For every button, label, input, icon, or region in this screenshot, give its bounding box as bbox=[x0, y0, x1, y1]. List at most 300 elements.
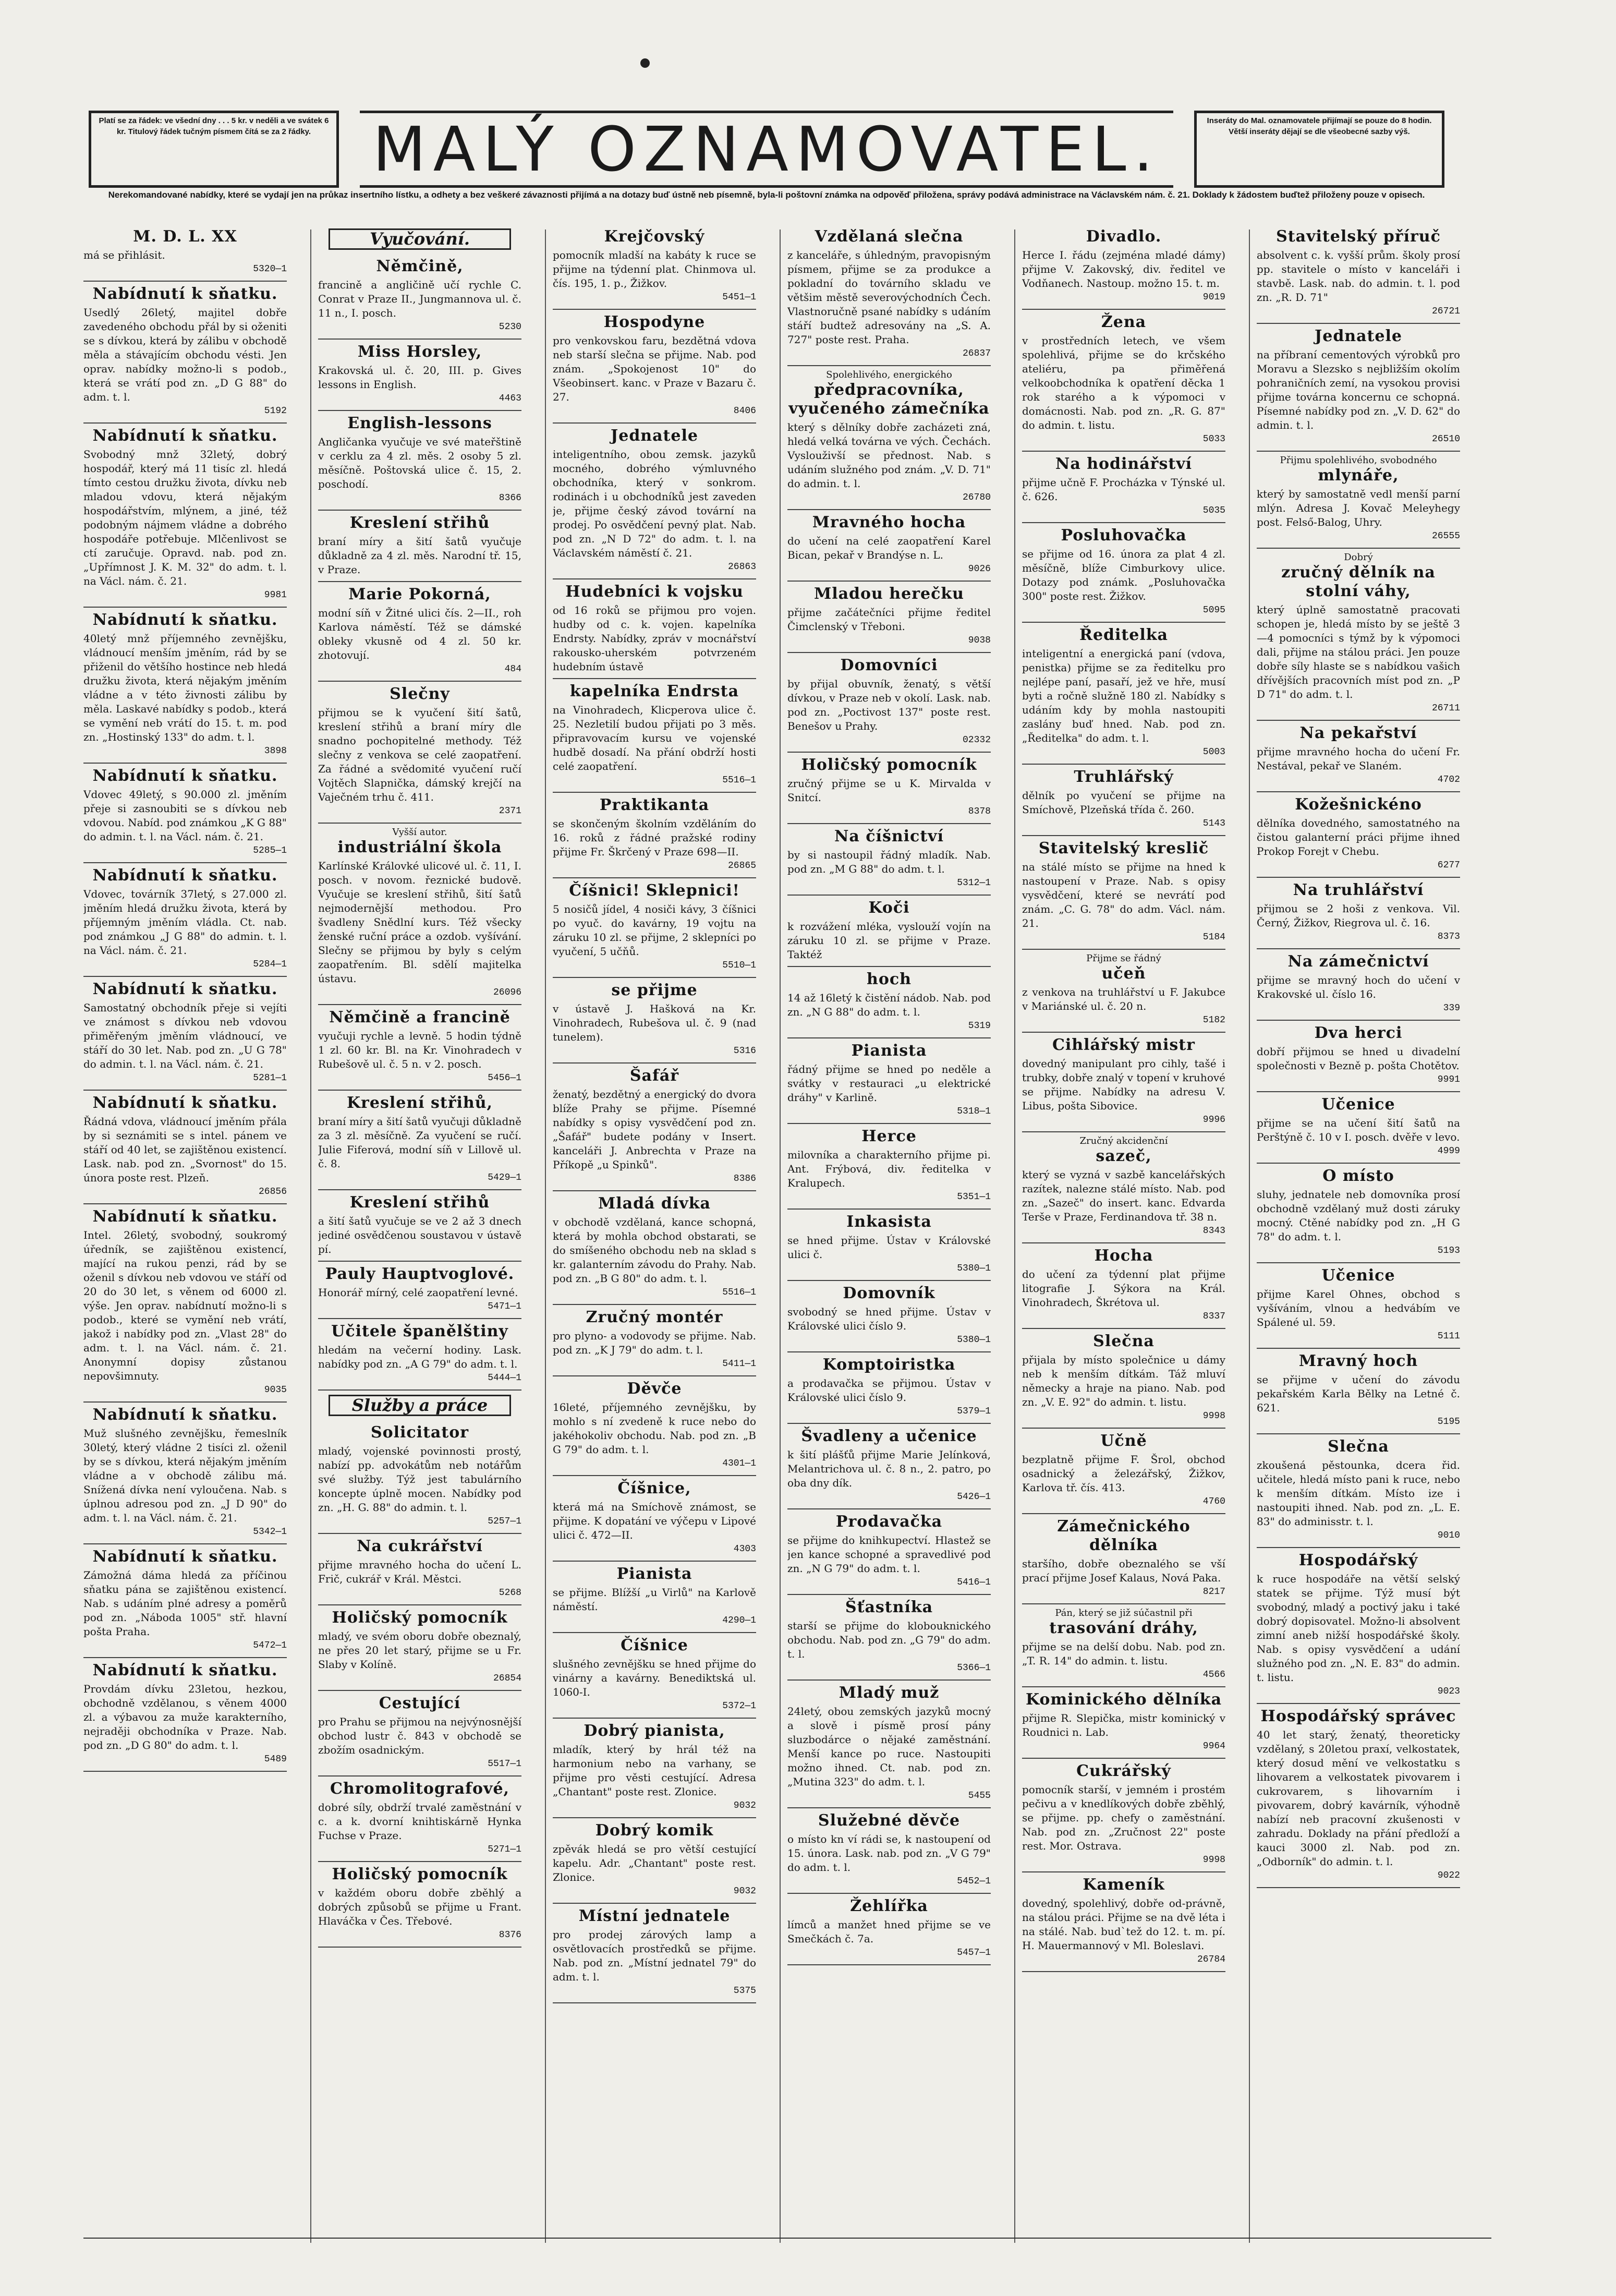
price-box: Platí se za řádek: ve všední dny . . . 5 kr. v neděli a ve svátek 6 kr. Titulový řádek tučným písmem čítá se za 2 řádky. bbox=[89, 111, 339, 188]
classified-ad bbox=[787, 1424, 991, 1509]
ad-reference-number: 5193 bbox=[1437, 1246, 1460, 1256]
insertion-box: Inseráty do Mal. oznamovatele přijímají se pouze do 8 hodin. Větší inseráty dějají se dle všeobecné sazby výš. bbox=[1194, 111, 1444, 188]
ad-heading: Nabídnutí k sňatku. bbox=[92, 1548, 278, 1566]
ad-heading: Hocha bbox=[1094, 1247, 1153, 1265]
ad-reference-number: 5320—1 bbox=[253, 264, 287, 274]
ad-reference-number: 5456—1 bbox=[488, 1073, 521, 1083]
classified-ad bbox=[553, 978, 756, 1064]
ad-body: 16leté, příjemného zevnějšku, by mohlo s ní zvedeně k ruce nebo do jakéhokoliv obchodu. Nab. pod zn. „B G 79" do adm. t. l. bbox=[553, 1401, 756, 1456]
ad-reference-number: 5411—1 bbox=[722, 1359, 756, 1369]
ad-body: se přijme od 16. února za plat 4 zl. měsíčně, blíže Cimburkovy ulice. Dotazy pod známk. „Posluhovačka 300" poste rest. Žižkov. bbox=[1022, 548, 1225, 602]
classified-ad bbox=[787, 1281, 991, 1352]
ad-heading: Stavitelský příruč bbox=[1276, 227, 1441, 246]
ad-heading: Učenice bbox=[1321, 1266, 1395, 1285]
ad-heading: Dobrý komik bbox=[595, 1821, 714, 1840]
ad-heading: Inkasista bbox=[846, 1213, 932, 1231]
classified-ad bbox=[1022, 1243, 1225, 1329]
ad-body: řádný přijme se hned po neděle a svátky v restauraci „u elektrické dráhy" v Karlině. bbox=[787, 1063, 991, 1104]
ad-body: slušného zevnějšku se hned přijme do vinárny a kavárny. Benediktská ul. 1060-I. bbox=[553, 1658, 756, 1698]
classified-ad bbox=[787, 1509, 991, 1595]
classified-ad bbox=[1022, 623, 1225, 765]
ad-heading: Mladá dívka bbox=[598, 1194, 711, 1213]
ad-reference-number: 5003 bbox=[1202, 747, 1225, 757]
ad-heading: Cihlářský mistr bbox=[1052, 1036, 1195, 1054]
ad-reference-number: 9981 bbox=[264, 590, 287, 600]
ad-reference-number: 9022 bbox=[1437, 1870, 1460, 1881]
ad-heading: Kameník bbox=[1083, 1876, 1165, 1894]
ad-heading: Učitele španělštiny bbox=[331, 1322, 508, 1340]
ad-reference-number: 5111 bbox=[1437, 1331, 1460, 1342]
classified-ad bbox=[1022, 1132, 1225, 1243]
classified-ad bbox=[83, 1091, 287, 1204]
ad-reference-number: 9019 bbox=[1202, 292, 1225, 303]
ad-reference-number: 5455 bbox=[968, 1791, 991, 1801]
ad-body: bezplatně přijme F. Šrol, obchod osadnický a železářský, Žižkov, Karlova tř. čís. 413. bbox=[1022, 1453, 1225, 1494]
classified-ad bbox=[318, 411, 521, 511]
ad-reference-number: 5318—1 bbox=[957, 1106, 991, 1117]
classified-ad bbox=[83, 282, 287, 424]
ad-heading: Stavitelský kreslič bbox=[1038, 839, 1209, 857]
ad-reference-number: 5516—1 bbox=[722, 1287, 756, 1298]
bottom-rule bbox=[83, 2238, 1491, 2239]
ad-body: zkoušená pěstounka, dcera řid. učitele, hledá místo pani k ruce, nebo k menším dítkám. Místo ize i nastoupiti ihned. Nab. pod zn. „L. E. 83" do adminisstr. t. l. bbox=[1257, 1459, 1460, 1528]
ad-heading: Nabídnutí k sňatku. bbox=[92, 427, 278, 445]
ad-body: přijme R. Slepička, mistr kominický v Roudnici n. Lab. bbox=[1022, 1712, 1225, 1738]
column-rule bbox=[545, 229, 546, 2243]
ad-body: přijme začátečníci přijme ředitel Čimclenský v Třeboni. bbox=[787, 606, 991, 633]
ad-reference-number: 9998 bbox=[1202, 1855, 1225, 1865]
ad-heading: Divadlo. bbox=[1086, 227, 1162, 246]
classified-ad bbox=[1257, 1349, 1460, 1434]
ad-body: inteligentní a energická paní (vdova, penistka) přijme se za ředitelku pro nejlépe paní, pasaří, jež ve hře, musí byti a ročně služně 180 zl. Nabídky s udáním kdy by mohla nastoupiti zaslány buď hned. Nab. pod zn. „Ředitelka" do adm. t. l. bbox=[1022, 647, 1225, 744]
ad-heading: Nabídnutí k sňatku. bbox=[92, 1207, 278, 1226]
classified-ad bbox=[787, 1894, 991, 1965]
classified-ad bbox=[318, 1091, 521, 1190]
ad-subheading: Přijme se řádný bbox=[1086, 953, 1161, 964]
classified-ad bbox=[1022, 452, 1225, 523]
ad-heading: Kreslení střihů bbox=[349, 514, 490, 532]
ad-body: 40letý mnž příjemného zevnějšku, vládnoucí menším jměním, rád by se přiženil do většího hostince neb hledá družku života, která nějakým jměním vládne a v této živnosti zálibu by měla. Laskavé nabídky s podob., která se vymění neb vrátí do 15. t. m. pod zn. „Hostinský 133" do adm. t. l. bbox=[83, 632, 287, 743]
ad-heading: Ředitelka bbox=[1079, 626, 1168, 644]
classified-ad bbox=[787, 653, 991, 753]
column-3 bbox=[553, 224, 756, 2243]
ad-heading: Solicitator bbox=[370, 1423, 469, 1442]
ad-heading: Místní jednatele bbox=[578, 1907, 731, 1925]
ad-heading: Zámečnického dělníka bbox=[1057, 1517, 1190, 1554]
ad-body: Intel. 26letý, svobodný, soukromý úředník, se zajištěnou existencí, mající na rukou penzi, rád by se oženil s dívkou neb vdovou ve stáří od 20 do 30 let, s věnem od 6000 zl. výše. Jen oprav. nabídnutí možno-li s podob., které se vymění neb vrátí, jakož i nabídky pod zn. „Vlast 28" do adm. t. l. na Václ. nám. č. 21. Anonymní dopisy zůstanou nepovšimnuty. bbox=[83, 1229, 287, 1382]
ad-reference-number: 4566 bbox=[1202, 1670, 1225, 1680]
ad-heading: Hospodářský bbox=[1298, 1551, 1418, 1569]
ad-body: Provdám dívku 23letou, hezkou, obchodně vzdělanou, s věnem 4000 zl. a výbavou za muže karakterního, nejraději obchodníka v Praze. Nab. pod zn. „D G 80" do adm. t. l. bbox=[83, 1683, 287, 1751]
ad-reference-number: 8406 bbox=[733, 406, 756, 416]
classified-ad bbox=[1257, 792, 1460, 878]
page-dot bbox=[640, 58, 650, 68]
classified-ad bbox=[83, 1204, 287, 1403]
ad-reference-number: 26863 bbox=[727, 562, 756, 572]
ad-body: mladý, vojenské povinnosti prostý, nabízí pp. advokátům neb notářům své služby. Týž jest tabulárního koncepte úplně mocen. Nabídky pod zn. „H. G. 88" do admin. t. l. bbox=[318, 1445, 521, 1514]
classified-ad bbox=[787, 510, 991, 582]
ad-reference-number: 5182 bbox=[1202, 1015, 1225, 1025]
ad-heading: Nabídnutí k sňatku. bbox=[92, 1661, 278, 1679]
ad-reference-number: 6277 bbox=[1437, 860, 1460, 871]
classified-ad bbox=[1257, 452, 1460, 549]
classified-ad bbox=[1257, 878, 1460, 949]
column-4 bbox=[787, 224, 991, 2243]
column-rule bbox=[1014, 229, 1015, 2243]
ad-heading: Na truhlářství bbox=[1293, 881, 1424, 899]
ad-heading: Pianista bbox=[851, 1042, 927, 1060]
ad-reference-number: 5285—1 bbox=[253, 845, 287, 856]
ad-body: Herce I. řádu (zejména mladé dámy) přijme V. Zakovský, div. ředitel ve Vodňanech. Nastoup. možno 15. t. m. bbox=[1022, 249, 1225, 289]
ad-heading: Nabídnutí k sňatku. bbox=[92, 1406, 278, 1424]
classified-ad bbox=[1257, 1704, 1460, 1888]
ad-reference-number: 9010 bbox=[1437, 1530, 1460, 1541]
ad-reference-number: 5517—1 bbox=[488, 1759, 521, 1769]
ad-body: pomocník mladší na kabáty k ruce se přijme na týdenní plat. Chinmova ul. čís. 195, 1. p., Žižkov. bbox=[553, 249, 756, 289]
ad-body: z venkova na truhlářství u F. Jakubce v Mariánské ul. č. 20 n. bbox=[1022, 986, 1225, 1012]
classified-ad bbox=[1022, 1033, 1225, 1132]
ad-reference-number: 5195 bbox=[1437, 1417, 1460, 1427]
ad-body: Vdovec 49letý, s 90.000 zl. jměním přeje si zasnoubiti se s dívkou neb vdovou. Nabíd. pod známkou „K G 88" do admin. t. l. na Václ. nám. č. 21. bbox=[83, 788, 287, 843]
ad-reference-number: 26854 bbox=[493, 1673, 521, 1684]
ad-heading: Domovník bbox=[843, 1284, 935, 1302]
ad-body: vyučuji rychle a levně. 5 hodin týdně 1 zl. 60 kr. Bl. na Kr. Vinohradech v Rubešově ul. č. 5 n. v 2. posch. bbox=[318, 1030, 521, 1070]
classified-ad bbox=[1257, 1263, 1460, 1349]
ad-heading: Slečny bbox=[390, 685, 450, 703]
classified-ad bbox=[553, 310, 756, 424]
ad-body: který úplně samostatně pracovati schopen je, hledá místo by se ještě 3—4 pomocníci s týmž by k výpomoci dali, přijme na stálou práci. Jen pouze dobře síly hlaste se s nabídkou vašich dřívějších pracovních míst pod zn. „P D 71" do adm. t. l. bbox=[1257, 603, 1460, 700]
ad-body: k šití plášťů přijme Marie Jelínková, Melantrichova ul. č. 8 n., 2. patro, po oba dny dík. bbox=[787, 1448, 991, 1489]
ad-heading: Koči bbox=[868, 899, 910, 917]
ad-reference-number: 8217 bbox=[1202, 1587, 1225, 1597]
ad-heading: Holičský pomocník bbox=[801, 756, 977, 774]
ad-body: Vdovec, továrník 37letý, s 27.000 zl. jměním hledá družku života, která by příjemným jměním vládla. Ct. nab. pod známkou „J G 88" do admin. t. l. na Václ. nám. č. 21. bbox=[83, 888, 287, 957]
classified-ad bbox=[1022, 1329, 1225, 1429]
ad-reference-number: 9026 bbox=[968, 564, 991, 574]
ad-heading: Švadleny a učenice bbox=[801, 1427, 977, 1445]
classified-ad bbox=[553, 1719, 756, 1818]
title-frame bbox=[360, 111, 1173, 188]
ad-reference-number: 9991 bbox=[1437, 1074, 1460, 1085]
classified-ad bbox=[1022, 950, 1225, 1033]
ad-heading: Služebné děvče bbox=[818, 1811, 961, 1830]
ad-heading: Němčině a francině bbox=[329, 1008, 511, 1026]
classified-ad bbox=[787, 582, 991, 653]
column-5 bbox=[1022, 224, 1225, 2243]
ad-body: od 16 roků se přijmou pro vojen. hudby od c. k. vojen. kapelníka Endrsty. Nabídky, zpráv v mocnářství rakousko-uherském potvrzeném hudebním ústavě bbox=[553, 604, 756, 673]
ad-reference-number: 5035 bbox=[1202, 505, 1225, 516]
ad-heading: předpracovníka, vyučeného zámečníka bbox=[788, 381, 990, 418]
ad-reference-number: 5426—1 bbox=[957, 1492, 991, 1502]
classified-ad bbox=[83, 424, 287, 608]
ad-body: dovedný manipulant pro cihly, tašé i trubky, dobře znalý v topení v kruhové se přijme. Nabídky na adresu V. Libus, pošta Sibovice. bbox=[1022, 1057, 1225, 1112]
ad-body: Krakovská ul. č. 20, III. p. Gives lessons in English. bbox=[318, 364, 521, 391]
ad-reference-number: 9023 bbox=[1437, 1686, 1460, 1697]
ad-heading: zručný dělník na stolní váhy, bbox=[1281, 563, 1436, 600]
ad-reference-number: 5366—1 bbox=[957, 1663, 991, 1673]
classified-ad bbox=[1022, 836, 1225, 950]
classified-ad bbox=[553, 1064, 756, 1191]
ad-heading: Holičský pomocník bbox=[332, 1609, 508, 1627]
ad-body: Svobodný mnž 32letý, dobrý hospodář, který má 11 tisíc zl. hledá tímto cestou družku života, dívku neb mladou vdovu, která nějakým hospodářstvím, mlýnem, a jiné, též podobným nájmem vládne a dobrého hospodáře potřebuje. Mlčenlivost se ctí zaručuje. Opravd. nab. pod zn. „Upřímnost J. K. M. 32" do adm. t. l. na Václ. nám. č. 21. bbox=[83, 448, 287, 587]
ad-reference-number: 8386 bbox=[733, 1174, 756, 1184]
ad-body: braní míry a šití šatů vyučuje důkladně za 4 zl. měs. Narodní tř. 15, v Praze. bbox=[318, 535, 521, 576]
ad-body: se přijme. Blížší „u Virlů" na Karlově náměstí. bbox=[553, 1586, 756, 1613]
ad-heading: Šafář bbox=[629, 1067, 679, 1085]
ad-body: k rozvážení mléka, vyslouží vojín na záruku 10 zl. se přijme v Praze. Taktéž bbox=[787, 920, 991, 961]
ad-body: hledám na večerní hodiny. Lask. nabídky pod zn. „A G 79" do adm. t. l. bbox=[318, 1344, 521, 1370]
classified-ad bbox=[318, 511, 521, 582]
ad-body: přijmou se k vyučení šití šatů, kreslení střihů a braní míry dle snadno pochopitelné methody. Též slečny z venkova se celé zaopatření. Za řádné a svědomité vyučení ručí Vojtěch Slapnička, dámský krejčí na Vaječném trhu č. 411. bbox=[318, 706, 521, 803]
ad-reference-number: 2371 bbox=[499, 806, 521, 816]
ad-heading: hoch bbox=[867, 970, 912, 988]
ad-body: pro prodej zárových lamp a osvětlovacích prostředků se přijme. Nab. pod zn. „Místní jednatel 79" do adm. t. l. bbox=[553, 1928, 756, 1983]
classified-ad bbox=[787, 967, 991, 1038]
classified-ad bbox=[787, 366, 991, 510]
classified-ad bbox=[787, 896, 991, 967]
page-title: MALÝ OZNAMOVATEL. bbox=[372, 113, 1161, 185]
ad-body: zpěvák hledá se pro větší cestující kapelu. Adr. „Chantant" poste rest. Zlonice. bbox=[553, 1843, 756, 1883]
ad-heading: Žena bbox=[1101, 313, 1147, 331]
classified-ad bbox=[83, 224, 287, 282]
classified-ad bbox=[787, 1124, 991, 1210]
ad-body: a prodavačka se přijmou. Ústav v Královské ulici číslo 9. bbox=[787, 1377, 991, 1404]
ad-heading: Krejčovský bbox=[604, 227, 705, 246]
ad-body: o místo kn ví rádi se, k nastoupení od 15. února. Lask. nab. pod zn. „V G 79" do adm. t. l. bbox=[787, 1833, 991, 1874]
classified-ad bbox=[83, 1403, 287, 1544]
ad-heading: Miss Horsley, bbox=[357, 343, 482, 361]
ad-heading: Jednatele bbox=[611, 427, 698, 445]
ad-reference-number: 5510—1 bbox=[722, 960, 756, 971]
classified-ad bbox=[1257, 549, 1460, 721]
ad-heading: Posluhovačka bbox=[1061, 526, 1187, 545]
ad-heading: Na hodinářství bbox=[1055, 455, 1193, 473]
classified-ad bbox=[553, 579, 756, 679]
ad-heading: Nabídnutí k sňatku. bbox=[92, 1094, 278, 1112]
ad-body: přijala by místo společnice u dámy neb k menším dítkám. Táž mluví německy a hraje na piano. Nab. pod zn. „V. E. 92" do admin. t. listu. bbox=[1022, 1354, 1225, 1408]
ad-reference-number: 5312—1 bbox=[957, 878, 991, 888]
ad-reference-number: 5268 bbox=[499, 1588, 521, 1598]
ad-reference-number: 3898 bbox=[264, 746, 287, 756]
ad-heading: Mladý muž bbox=[839, 1684, 940, 1702]
ad-reference-number: 5230 bbox=[499, 322, 521, 332]
ad-heading: Hudebníci k vojsku bbox=[565, 583, 744, 601]
ad-reference-number: 9998 bbox=[1202, 1411, 1225, 1421]
classified-ad bbox=[1257, 1021, 1460, 1092]
classified-ad bbox=[553, 1305, 756, 1376]
classified-ad bbox=[787, 1808, 991, 1894]
ad-heading: Mladou herečku bbox=[814, 585, 964, 603]
classified-ad bbox=[318, 1319, 521, 1391]
ad-body: inteligentního, obou zemsk. jazyků mocného, dobrého výmluvného obchodníka, který v sonkrom. rodinách i u obchodníků jest zaveden je, přijme český závod tovární na prodej. Po osvědčení pevný plat. Nab. pod zn. „N D 72" do adm. t. l. na Václavském náměstí č. 21. bbox=[553, 448, 756, 559]
ad-body: by přijal obuvník, ženatý, s větší dívkou, v Praze neb v okolí. Lask. nab. pod zn. „Poctivost 137" poste rest. Benešov u Prahy. bbox=[787, 678, 991, 732]
classified-ad bbox=[787, 753, 991, 824]
classified-ad bbox=[553, 424, 756, 579]
ad-heading: Hospodyne bbox=[603, 313, 706, 331]
ad-reference-number: 5489 bbox=[264, 1754, 287, 1765]
ad-body: a šití šatů vyučuje se ve 2 až 3 dnech jediné osvědčenou soustavou v ústavě pí. bbox=[318, 1215, 521, 1255]
ad-reference-number: 26096 bbox=[493, 987, 521, 998]
ad-subheading: Dobrý bbox=[1344, 552, 1373, 563]
ad-body: braní míry a šití šatů vyučuji důkladně za 3 zl. měsíčně. Za vyučení se ručí. Julie Fiferová, modní síň v Lillově ul. č. 8. bbox=[318, 1115, 521, 1170]
classified-ad bbox=[1022, 1429, 1225, 1514]
ad-reference-number: 5379—1 bbox=[957, 1406, 991, 1417]
ad-body: na stálé místo se přijme na hned k nastoupení v Praze. Nab. s opisy vysvědčení, které se nevrátí pod znám. „C. G. 78" do adm. Václ. nám. 21. bbox=[1022, 861, 1225, 929]
ad-reference-number: 5416—1 bbox=[957, 1577, 991, 1588]
ad-body: do učení za týdenní plat přijme litografie J. Sýkora na Král. Vinohradech, Škrétova ul. bbox=[1022, 1268, 1225, 1309]
classified-ad bbox=[553, 1476, 756, 1562]
ad-body: modní síň v Žitné ulici čís. 2—II., roh Karlova náměstí. Též se dámské obleky vkusně od 4 zl. 50 kr. zhotovují. bbox=[318, 607, 521, 661]
ad-reference-number: 4760 bbox=[1202, 1496, 1225, 1507]
ad-body: 40 let starý, ženatý, theoreticky vzdělaný, s 20letou praxí, velkostatek, který dosud mění ve velkostatku s lihovarem a velkostatek pivovarem i cukrovarem, s lihovarním i pivovarem, dobrý kavárník, výhodně nabízí neb pracovní zkušenosti v zahradu. Doklady na přání předloží a kauci 3000 zl. Nab. pod zn. „Odborník" do admin. t. l. bbox=[1257, 1729, 1460, 1868]
ad-heading: Jednatele bbox=[1315, 327, 1402, 345]
ad-body: zručný přijme se u K. Mirvalda v Snitcí. bbox=[787, 777, 991, 804]
classified-ad bbox=[1257, 1164, 1460, 1263]
classified-ad bbox=[83, 1544, 287, 1658]
ad-reference-number: 5281—1 bbox=[253, 1073, 287, 1083]
ad-reference-number: 5319 bbox=[968, 1021, 991, 1031]
classified-ad bbox=[787, 1038, 991, 1124]
ad-body: v obchodě vzdělaná, kance schopná, která by mohla obchod obstarati, se do smíšeného obchodu neb na sklad s kr. galanterním závodu do Prahy. Nab. pod zn. „B G 80" do adm. t. l. bbox=[553, 1216, 756, 1285]
ad-body: milovníka a charakterního přijme pi. Ant. Frýbová, div. ředitelka v Kralupech. bbox=[787, 1149, 991, 1189]
ad-heading: Komptoiristka bbox=[822, 1356, 956, 1374]
ad-heading: Na pekařství bbox=[1299, 724, 1417, 742]
ad-reference-number: 5429—1 bbox=[488, 1173, 521, 1183]
ad-reference-number: 5516—1 bbox=[722, 775, 756, 786]
ad-heading: Na číšnictví bbox=[834, 827, 944, 845]
ad-reference-number: 5316 bbox=[733, 1046, 756, 1056]
classified-ad bbox=[318, 824, 521, 1005]
ad-reference-number: 4463 bbox=[499, 393, 521, 404]
ad-reference-number: 8373 bbox=[1437, 932, 1460, 942]
classified-ad bbox=[318, 1691, 521, 1777]
ad-reference-number: 5257—1 bbox=[488, 1516, 521, 1527]
ad-body: do učení na celé zaopatření Karel Bican, pekař v Brandýse n. L. bbox=[787, 535, 991, 561]
ad-reference-number: 9035 bbox=[264, 1385, 287, 1395]
ad-body: starší se přijme do klobouknického obchodu. Nab. pod zn. „G 79" do adm. t. l. bbox=[787, 1620, 991, 1660]
ad-body: francině a angličině učí rychle C. Conrat v Praze II., Jungmannova ul. č. 11 n., I. posch. bbox=[318, 279, 521, 319]
ad-reference-number: 5444—1 bbox=[488, 1373, 521, 1383]
ad-heading: Nabídnutí k sňatku. bbox=[92, 980, 278, 998]
ad-reference-number: 5342—1 bbox=[253, 1527, 287, 1537]
classified-ad bbox=[318, 1605, 521, 1691]
ad-body: Zámožná dáma hledá za příčinou sňatku pána se zajištěnou existencí. Nab. s udáním plné adresy a poměrů pod zn. „Náboda 1005" stř. hlavní pošta Praha. bbox=[83, 1569, 287, 1638]
classified-ad bbox=[83, 863, 287, 977]
ad-heading: O místo bbox=[1322, 1167, 1394, 1185]
ad-reference-number: 8343 bbox=[1202, 1226, 1225, 1236]
ad-body: přijme se na učení šití šatů na Perštýně č. 10 v I. posch. dvěře v levo. bbox=[1257, 1117, 1460, 1143]
ad-heading: English-lessons bbox=[347, 414, 492, 432]
ad-heading: Kreslení střihů, bbox=[346, 1094, 493, 1112]
classified-ad bbox=[787, 1681, 991, 1808]
ad-heading: Pianista bbox=[616, 1565, 692, 1583]
classified-ad bbox=[1022, 224, 1225, 310]
ad-body: límců a manžet hned přijme se ve Smečkách č. 7a. bbox=[787, 1918, 991, 1945]
ad-heading: Číšnici! Sklepnici! bbox=[569, 881, 740, 900]
ad-body: svobodný se hned přijme. Ústav v Královské ulici číslo 9. bbox=[787, 1306, 991, 1332]
ad-reference-number: 26784 bbox=[1197, 1954, 1225, 1965]
ad-body: Honorář mírný, celé zaopatření levné. bbox=[318, 1286, 518, 1299]
ad-body: Usedlý 26letý, majitel dobře zavedeného obchodu přál by si oženiti se s dívkou, která by zálibu v obchodě měla a stávajícím obchodu vésti. Jen oprav. nabídky možno-li s podob., která se vrátí pod zn. „D G 88" do adm. t. l. bbox=[83, 306, 287, 403]
ad-heading: učeň bbox=[1101, 964, 1146, 983]
classified-ad bbox=[787, 224, 991, 366]
ad-reference-number: 5271—1 bbox=[488, 1844, 521, 1855]
classified-ad bbox=[1022, 1872, 1225, 1972]
ad-heading: Mravného hocha bbox=[812, 513, 966, 531]
classified-ad bbox=[553, 1376, 756, 1476]
ad-body: Karlínské Královké ulicové ul. č. 11, I. posch. v novom. řeznické budově. Vyučuje se kreslení střihů, šití šatů nejmodernější methodou. Pro švadleny Snědlní kurs. Též všecky ženské ruční práce a ozdob. vyšívání. Slečny se přijmou by byly s celým zaopatřením. Bl. sdělí majitelka ústavu. bbox=[318, 860, 521, 985]
ad-reference-number: 5095 bbox=[1202, 605, 1225, 615]
ad-body: přijme učně F. Procházka v Týnské ul. č. 626. bbox=[1022, 476, 1225, 503]
ad-heading: Chromolitografové, bbox=[330, 1780, 509, 1798]
ad-heading: Slečna bbox=[1093, 1332, 1155, 1350]
ad-body: Řádná vdova, vládnoucí jměním přála by si seznámiti se s intel. pánem ve stáří od 40 let, se zajištěnou existencí. Lask. nab. pod zn. „Svornost" do 15. února poste rest. Plzeň. bbox=[83, 1115, 287, 1184]
ad-body: přijmou se 2 hoši z venkova. Vil. Černý, Žižkov, Riegrova ul. č. 16. bbox=[1257, 902, 1460, 929]
ad-body: pomocník starší, v jemném i prostém pečivu a v knedlíkových dobře zběhlý, se přijme. pp. chefy o zaměstnání. Nab. pod zn. „Zručnost 22" poste rest. Mor. Ostrava. bbox=[1022, 1783, 1225, 1852]
ad-body: přijme se mravný hoch do učení v Krakovské ul. číslo 16. bbox=[1257, 974, 1460, 1000]
classified-ad bbox=[1022, 765, 1225, 836]
ad-body: 24letý, obou zemských jazyků mocný a slově i písmě prosí pány sluzbodárce o nějaké zaměstnání. Menší kance po ruce. Nastoupiti možno ihned. Ct. nab. pod zn. „Mutina 323" do adm. t. l. bbox=[787, 1705, 991, 1788]
ad-body: dovedný, spolehlivý, dobře od-právně, na stálou práci. Přijme se na dvě léta i na stálé. Nab. bud`tež do 12. t. m. pí. H. Mauermannový v Ml. Boleslavi. bbox=[1022, 1897, 1225, 1952]
ad-reference-number: 8378 bbox=[968, 806, 991, 817]
ad-heading: Kožešnickéno bbox=[1295, 795, 1422, 814]
classified-ad bbox=[83, 977, 287, 1091]
ad-reference-number: 5472—1 bbox=[253, 1640, 287, 1651]
ad-body: sluhy, jednatele neb domovníka prosí obchodně vzdělaný muž dosti záruky mocný. Ctěné nabídky pod zn. „H G 78" do adm. t. l. bbox=[1257, 1188, 1460, 1243]
ad-heading: Prodavačka bbox=[835, 1513, 943, 1531]
classified-ad bbox=[1257, 324, 1460, 452]
ad-heading: industriální škola bbox=[337, 838, 502, 856]
ad-reference-number: 26510 bbox=[1431, 434, 1460, 444]
ad-subheading: Přijmu spolehlivého, svobodného bbox=[1280, 455, 1437, 466]
classified-ad bbox=[787, 1352, 991, 1424]
ad-body: přijme mravného hocha do učení Fr. Nestával, pekař ve Slaném. bbox=[1257, 745, 1460, 772]
ad-body: přijme se na delší dobu. Nab. pod zn. „T. R. 14" do admin. t. listu. bbox=[1022, 1640, 1225, 1667]
classified-ad bbox=[1022, 1759, 1225, 1872]
masthead bbox=[89, 111, 1444, 193]
ad-reference-number: 4702 bbox=[1437, 775, 1460, 785]
classified-ad bbox=[1022, 523, 1225, 623]
classified-ad bbox=[318, 582, 521, 682]
ad-heading: Kreslení střihů bbox=[349, 1193, 490, 1212]
ad-body: přijme mravného hocha do učení L. Frič, cukrář v Král. Městci. bbox=[318, 1558, 521, 1585]
ad-reference-number: 9964 bbox=[1202, 1741, 1225, 1751]
section-heading: Vyučování. bbox=[329, 228, 511, 250]
ad-reference-number: 26837 bbox=[962, 348, 991, 359]
ad-subheading: Vyšší autor. bbox=[392, 827, 447, 838]
ad-subheading: Pán, který se již súčastnil při bbox=[1055, 1608, 1193, 1618]
ad-heading: Šťastníka bbox=[845, 1598, 933, 1616]
ad-heading: Nabídnutí k sňatku. bbox=[92, 611, 278, 629]
ad-heading: Cukrářský bbox=[1076, 1762, 1171, 1780]
ad-reference-number: 02332 bbox=[962, 735, 991, 745]
classified-ad bbox=[1022, 1514, 1225, 1604]
ad-reference-number: 26721 bbox=[1431, 306, 1460, 317]
classified-ad bbox=[553, 878, 756, 978]
ad-heading: se přijme bbox=[611, 981, 698, 999]
ad-heading: Nabídnutí k sňatku. bbox=[92, 866, 278, 885]
ad-reference-number: 5033 bbox=[1202, 434, 1225, 444]
ad-reference-number: 5284—1 bbox=[253, 959, 287, 970]
classified-ad bbox=[1022, 1604, 1225, 1687]
ad-heading: Pauly Hauptvoglové. bbox=[325, 1265, 515, 1283]
classified-ad bbox=[787, 1210, 991, 1281]
ad-reference-number: 5471—1 bbox=[488, 1301, 521, 1312]
ad-heading: M. D. L. XX bbox=[133, 227, 237, 246]
ad-heading: Na cukrářství bbox=[357, 1537, 483, 1555]
ad-reference-number: 5380—1 bbox=[957, 1263, 991, 1274]
ad-body: ženatý, bezdětný a energický do dvora blíže Prahy se přijme. Písemné nabídky s opisy vysvědčení pod zn. „Šafář" budete podány v Insert. kanceláři J. Anbrechta v Praze na Příkopě „u Spinků". bbox=[553, 1088, 756, 1171]
